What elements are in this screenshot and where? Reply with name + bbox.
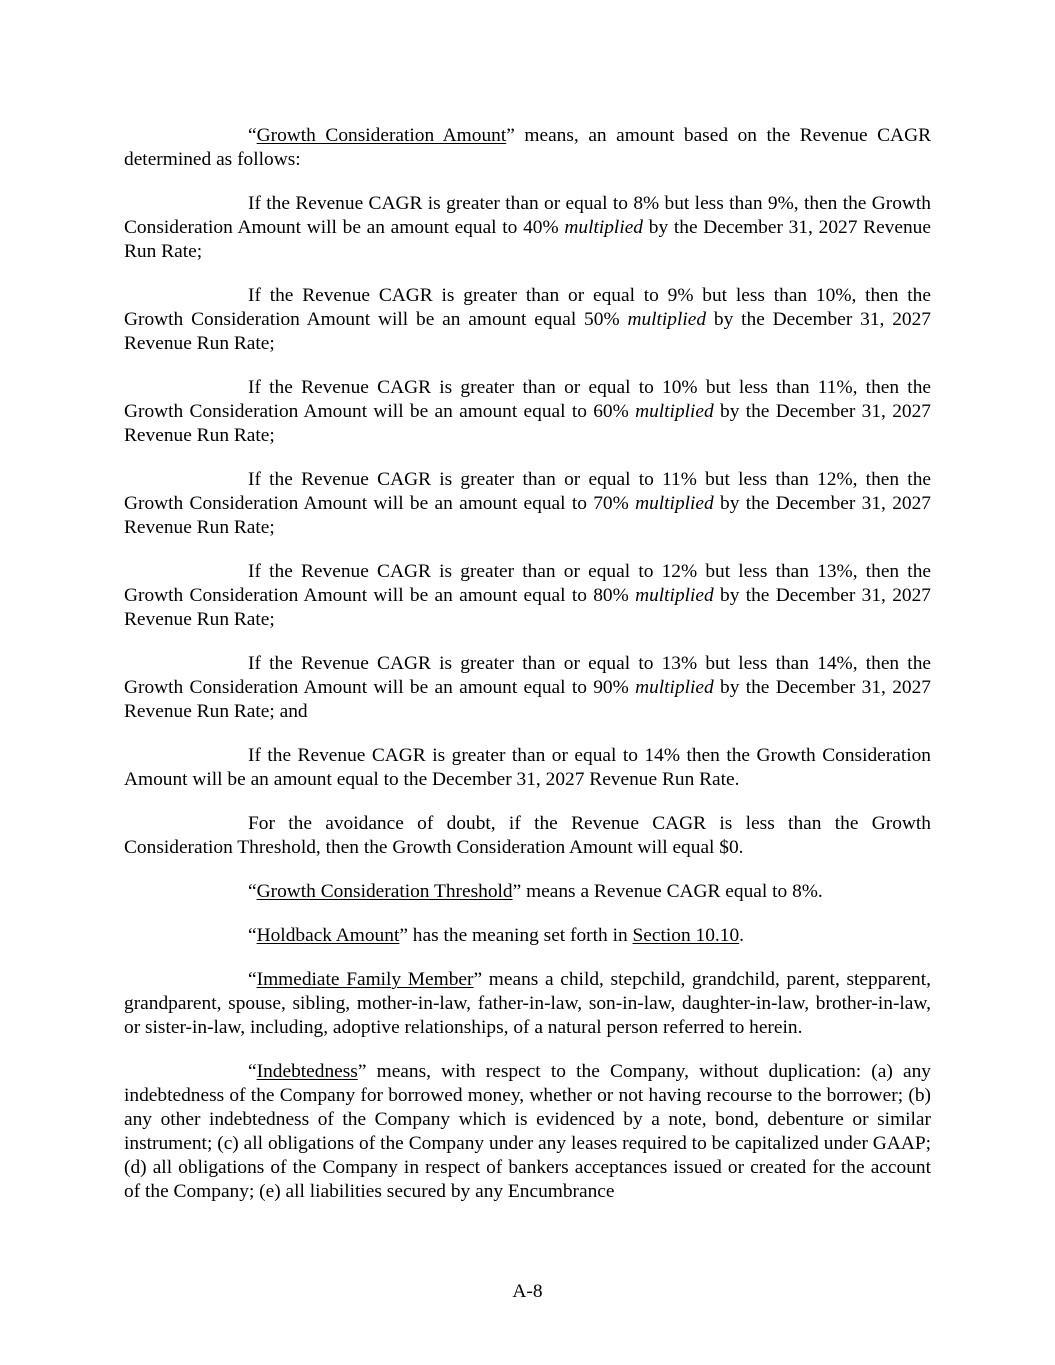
growth-tier-13-14 (124, 652, 931, 724)
definition-growth-consideration-amount (124, 124, 931, 172)
defined-term: Holdback Amount (256, 925, 400, 946)
definition-text: ” means, with respect to the Company, without duplication: (a) any indebtedness of the Company for borrowed money, whether or not having recourse to the borrower; (b) any other indebtedness of the Company which is evidenced by a note, bond, debenture or similar instrument; (c) all obligations of the Company under any leases required to be capitalized under GAAP; (d) all obligations of the Company in respect of bankers acceptances issued or created for the account of the Company; (e) all liabilities secured by any Encumbrance (124, 1061, 931, 1202)
clause-text: For the avoidance of doubt, if the Revenue CAGR is less than the Growth Consideration Threshold, then the Growth Consideration Amount will equal $0. (124, 813, 931, 858)
avoidance-of-doubt (124, 812, 931, 860)
italic-term: multiplied (635, 677, 714, 698)
defined-term: Immediate Family Member (256, 969, 474, 990)
definition-immediate-family-member (124, 968, 931, 1040)
growth-tier-10-11 (124, 376, 931, 448)
definition-text: ” has the meaning set forth in (399, 925, 633, 946)
growth-tier-8-9 (124, 192, 931, 264)
page-number: A-8 (512, 1281, 543, 1302)
definition-text: ” means a Revenue CAGR equal to 8%. (512, 881, 823, 902)
open-quote: “ (248, 1061, 257, 1082)
tier-text: by the December 31, 2027 Revenue Run Rate; and (124, 677, 931, 722)
definition-indebtedness (124, 1060, 931, 1204)
definition-holdback-amount (124, 924, 931, 948)
tier-text: If the Revenue CAGR is greater than or equal to 14% then the Growth Consideration Amount will be an amount equal to the December 31, 2027 Revenue Run Rate. (124, 745, 931, 790)
tier-text: If the Revenue CAGR is greater than or equal to 9% but less than 10%, then the Growth Consideration Amount will be an amount equal 50% (124, 285, 931, 330)
growth-tier-14-plus (124, 744, 931, 792)
tier-text: If the Revenue CAGR is greater than or equal to 10% but less than 11%, then the Growth Consideration Amount will be an amount equal to 60% (124, 377, 931, 422)
italic-term: multiplied (635, 401, 714, 422)
tier-text: by the December 31, 2027 Revenue Run Rate; (124, 493, 931, 538)
open-quote: “ (248, 125, 257, 146)
definition-text: ” means, an amount based on the Revenue CAGR determined as follows: (124, 125, 932, 170)
italic-term: multiplied (564, 217, 644, 238)
section-reference: Section 10.10 (632, 925, 740, 946)
growth-tier-9-10 (124, 284, 931, 356)
tier-text: If the Revenue CAGR is greater than or equal to 12% but less than 13%, then the Growth Consideration Amount will be an amount equal to 80% (124, 561, 931, 606)
growth-tier-11-12 (124, 468, 931, 540)
definition-growth-consideration-threshold (124, 880, 931, 904)
defined-term: Growth Consideration Threshold (256, 881, 513, 902)
defined-term: Indebtedness (256, 1061, 358, 1082)
definition-text: . (739, 925, 745, 946)
open-quote: “ (248, 969, 257, 990)
italic-term: multiplied (635, 585, 714, 606)
tier-text: by the December 31, 2027 Revenue Run Rate; (124, 217, 931, 262)
italic-term: multiplied (635, 493, 714, 514)
tier-text: by the December 31, 2027 Revenue Run Rate; (124, 309, 931, 354)
defined-term: Growth Consideration Amount (256, 125, 507, 146)
open-quote: “ (248, 881, 257, 902)
open-quote: “ (248, 925, 257, 946)
tier-text: by the December 31, 2027 Revenue Run Rate; (124, 585, 931, 630)
document-body (124, 124, 931, 1224)
growth-tier-12-13 (124, 560, 931, 632)
tier-text: by the December 31, 2027 Revenue Run Rate; (124, 401, 931, 446)
definition-text: ” means a child, stepchild, grandchild, parent, stepparent, grandparent, spouse, sibling, mother-in-law, father-in-law, son-in-law, daughter-in-law, brother-in-law, or sister-in-law, including, adoptive relationships, of a natural person referred to herein. (124, 969, 931, 1038)
tier-text: If the Revenue CAGR is greater than or equal to 8% but less than 9%, then the Growth Consideration Amount will be an amount equal to 40% (124, 193, 931, 238)
tier-text: If the Revenue CAGR is greater than or equal to 11% but less than 12%, then the Growth Consideration Amount will be an amount equal to 70% (124, 469, 931, 514)
italic-term: multiplied (627, 309, 707, 330)
tier-text: If the Revenue CAGR is greater than or equal to 13% but less than 14%, then the Growth Consideration Amount will be an amount equal to 90% (124, 653, 931, 698)
